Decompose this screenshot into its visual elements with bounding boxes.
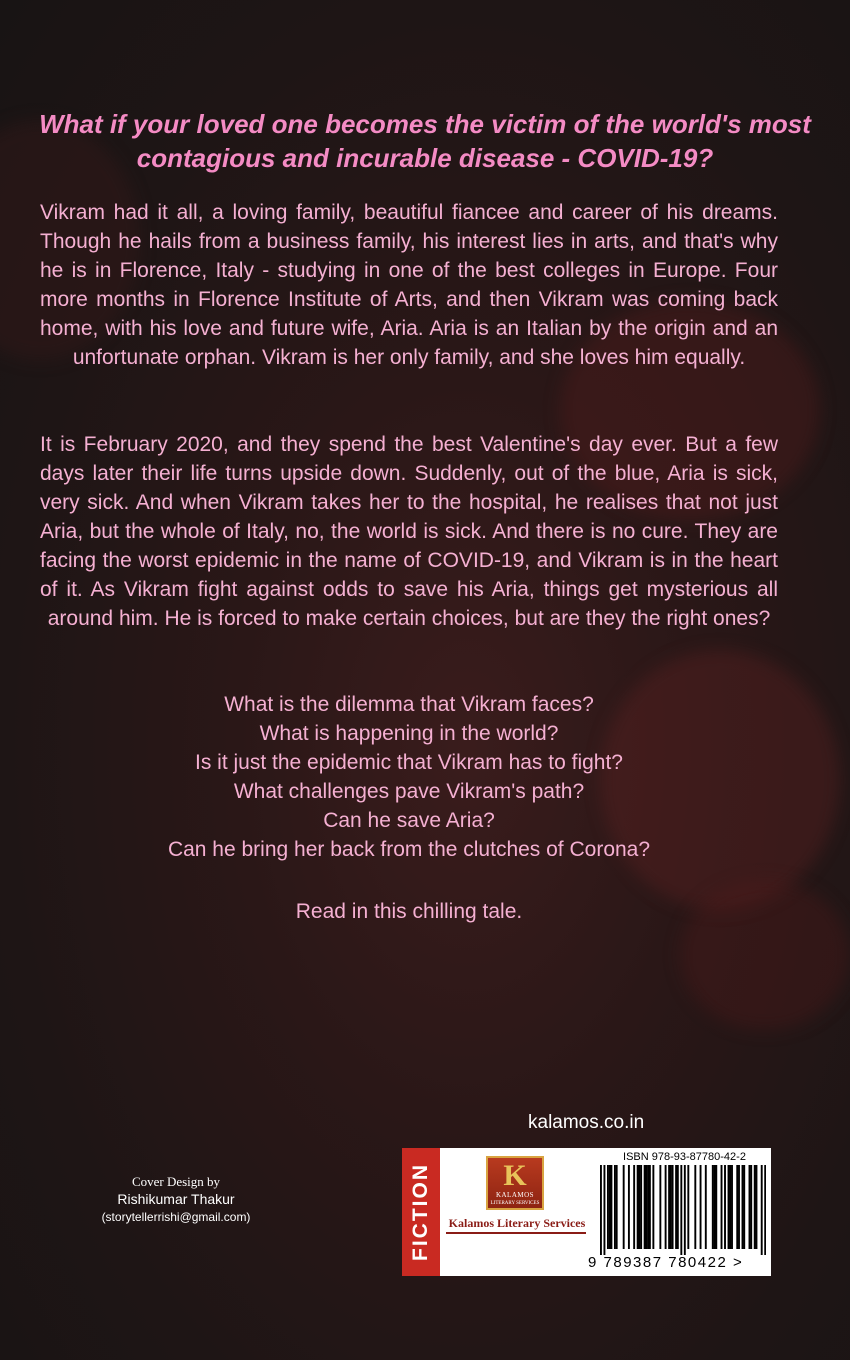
barcode-bar: [665, 1165, 667, 1249]
barcode-bar: [724, 1165, 726, 1249]
barcode-bar: [672, 1165, 674, 1249]
barcode-bar: [743, 1165, 745, 1249]
question-item: What is happening in the world?: [259, 722, 559, 745]
barcode-bar: [694, 1165, 696, 1249]
barcode-bar: [754, 1165, 756, 1249]
barcode-bar: [637, 1165, 639, 1249]
barcode-bar: [764, 1165, 766, 1255]
barcode-bar: [715, 1165, 717, 1249]
barcode-bar: [749, 1165, 751, 1249]
cover-design-credit: [86, 1173, 266, 1225]
barcode-panel: [402, 1148, 771, 1276]
barcode-bar: [668, 1165, 670, 1249]
question-item: Can he save Aria?: [323, 809, 495, 832]
question-list: [40, 690, 778, 864]
barcode-bar: [705, 1165, 707, 1249]
barcode-bar: [628, 1165, 630, 1249]
credit-label: Cover Design by: [131, 1174, 221, 1189]
barcode-bar: [721, 1165, 723, 1249]
publisher-block: [442, 1148, 592, 1276]
barcode-bar: [675, 1165, 677, 1249]
barcode-bar: [742, 1165, 744, 1249]
barcode-bar: [616, 1165, 618, 1249]
synopsis-paragraph-2: It is February 2020, and they spend the best Valentine's day ever. But a few days later their life turns upside down. Suddenly, out of the blue, Aria is sick, very sick. And when Vikram takes her to the hospital, he realises that not just Aria, but the whole of Italy, no, the world is sick. And there is no cure. They are facing the worst epidemic in the name of COVID-19, and Vikram is in the heart of it. As Vikram fight against odds to save his Aria, things get mysterious all around him. He is forced to make certain choices, but are they the right ones?: [40, 433, 778, 630]
barcode-bar: [687, 1165, 689, 1249]
barcode-bar: [647, 1165, 649, 1249]
barcode-bar: [750, 1165, 752, 1249]
barcode-bar: [684, 1165, 686, 1255]
barcode-bar: [633, 1165, 635, 1249]
barcode-bar: [603, 1165, 605, 1255]
barcode-bar: [652, 1165, 654, 1249]
barcode-bar: [670, 1165, 672, 1249]
barcode-bar: [638, 1165, 640, 1249]
barcode-bar: [712, 1165, 714, 1249]
publisher-divider: [446, 1232, 586, 1234]
logo-name: KALAMOS: [495, 1191, 535, 1199]
barcode-bar: [756, 1165, 758, 1249]
barcode-bar: [614, 1165, 616, 1249]
barcode-bar: [649, 1165, 651, 1249]
barcode-bar: [761, 1165, 763, 1255]
designer-email: (storytellerrishi@gmail.com): [101, 1210, 251, 1224]
logo-subtitle: LITERARY SERVICES: [490, 1201, 540, 1206]
genre-label: FICTION: [409, 1163, 432, 1261]
isbn-barcode: [600, 1165, 766, 1255]
barcode-bar: [738, 1165, 740, 1249]
question-item: What is the dilemma that Vikram faces?: [224, 693, 594, 716]
barcode-bar: [729, 1165, 731, 1249]
tagline: What if your loved one becomes the victim of the world's most contagious and incurable disease - COVID-19?: [39, 109, 811, 173]
isbn-label: ISBN 978-93-87780-42-2: [623, 1151, 746, 1163]
barcode-bar: [736, 1165, 738, 1249]
barcode-bar: [680, 1165, 682, 1255]
barcode-bar: [600, 1165, 602, 1255]
barcode-bar: [700, 1165, 702, 1249]
barcode-bar: [728, 1165, 730, 1249]
barcode-bar: [607, 1165, 609, 1249]
barcode-digits: 9 789387 780422 >: [588, 1254, 744, 1271]
barcode-bar: [623, 1165, 625, 1249]
barcode-bar: [677, 1165, 679, 1249]
barcode-bar: [640, 1165, 642, 1249]
genre-strip: [402, 1148, 440, 1276]
barcode-bar: [659, 1165, 661, 1249]
publisher-name: Kalamos Literary Services: [448, 1216, 586, 1230]
closing-line: Read in this chilling tale.: [295, 900, 523, 923]
publisher-logo: [486, 1156, 544, 1210]
barcode-bar: [644, 1165, 646, 1249]
barcode-bar: [610, 1165, 612, 1249]
publisher-website: kalamos.co.in: [528, 1112, 645, 1133]
logo-letter: K: [503, 1159, 527, 1192]
question-item: Is it just the epidemic that Vikram has to fight?: [195, 751, 623, 774]
barcode-bar: [645, 1165, 647, 1249]
question-item: What challenges pave Vikram's path?: [233, 780, 585, 803]
barcode-bar: [714, 1165, 716, 1249]
barcode-bar: [731, 1165, 733, 1249]
barcode-bar: [609, 1165, 611, 1249]
synopsis-paragraph-1: Vikram had it all, a loving family, beautiful fiancee and career of his dreams. Though he hails from a business family, his interest lies in arts, and that's why he is in Florence, Italy - studying in one of the best colleges in Europe. Four more months in Florence Institute of Arts, and then Vikram was coming back home, with his love and future wife, Aria. Aria is an Italian by the origin and an unfortunate orphan. Vikram is her only family, and she loves him equally.: [40, 201, 778, 369]
question-item: Can he bring her back from the clutches of Corona?: [167, 838, 651, 861]
designer-name: Rishikumar Thakur: [117, 1191, 235, 1207]
